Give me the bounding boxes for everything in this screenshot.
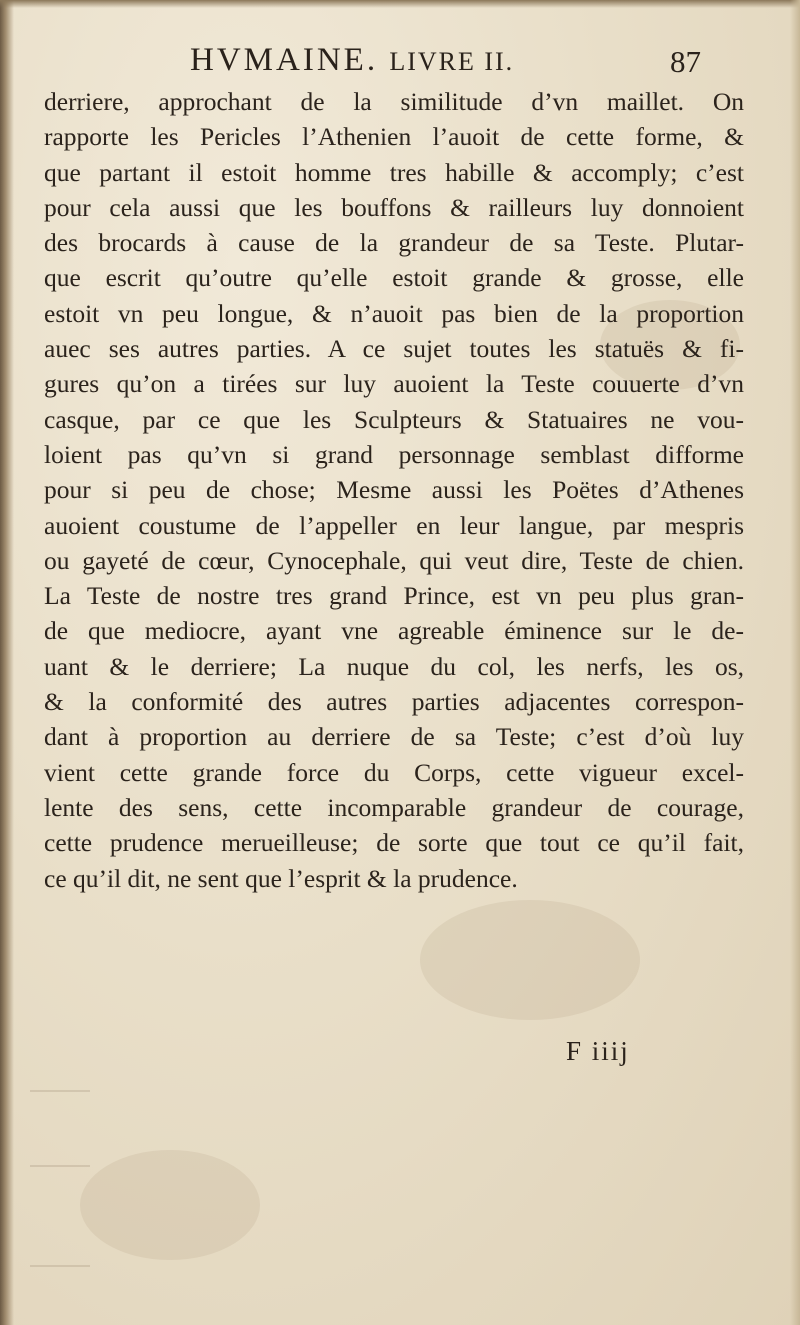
- page-number: 87: [670, 44, 701, 79]
- text-line: dant à proportion au derriere de sa Teste; c’est d’où luy: [44, 722, 744, 752]
- page-top-shadow: [0, 0, 800, 8]
- text-line: ou gayeté de cœur, Cynocephale, qui veut dire, Teste de chien.: [44, 545, 744, 575]
- running-head-book: LIVRE II.: [389, 47, 515, 76]
- body-text: [44, 84, 744, 896]
- text-line: & la conformité des autres parties adjacentes correspon-: [44, 687, 744, 717]
- text-line: derriere, approchant de la similitude d’vn maillet. On: [44, 87, 744, 116]
- text-line: auoient coustume de l’appeller en leur langue, par mespris: [44, 510, 744, 540]
- bleed-through-mark: [30, 1265, 90, 1267]
- bleed-through-mark: [30, 1165, 90, 1167]
- running-head-title: [190, 42, 514, 79]
- signature-mark: F iiij: [566, 1036, 630, 1066]
- text-line: cette prudence merueilleuse; de sorte que tout ce qu’il fait,: [44, 828, 744, 858]
- text-line: uant & le derriere; La nuque du col, les nerfs, les os,: [44, 651, 744, 681]
- running-head: [0, 42, 800, 82]
- text-line: casque, par ce que les Sculpteurs & Statuaires ne vou-: [44, 404, 744, 434]
- text-line: de que mediocre, ayant vne agreable éminence sur le de-: [44, 616, 744, 646]
- text-line: que escrit qu’outre qu’elle estoit grande & grosse, elle: [44, 263, 744, 293]
- bleed-through-mark: [30, 1090, 90, 1092]
- text-line: que partant il estoit homme tres habille & accomply; c’est: [44, 157, 744, 187]
- paper-stain: [80, 1150, 260, 1260]
- text-line: loient pas qu’vn si grand personnage semblast difforme: [44, 439, 744, 469]
- paper-stain: [420, 900, 640, 1020]
- text-line: gures qu’on a tirées sur luy auoient la Teste couuerte d’vn: [44, 369, 744, 399]
- text-line: vient cette grande force du Corps, cette vigueur excel-: [44, 757, 744, 787]
- page-right-edge: [790, 0, 800, 1325]
- text-line: estoit vn peu longue, & n’auoit pas bien de la proportion: [44, 298, 744, 328]
- text-line: ce qu’il dit, ne sent que l’esprit & la prudence.: [44, 863, 518, 893]
- page-gutter-shadow: [0, 0, 14, 1325]
- text-line: La Teste de nostre tres grand Prince, est vn peu plus gran-: [44, 581, 744, 611]
- text-line: lente des sens, cette incomparable grandeur de courage,: [44, 792, 744, 822]
- text-line: rapporte les Pericles l’Athenien l’auoit de cette forme, &: [44, 122, 744, 152]
- text-line: auec ses autres parties. A ce sujet toutes les statuës & fi-: [44, 334, 744, 364]
- text-line: des brocards à cause de la grandeur de sa Teste. Plutar-: [44, 228, 744, 258]
- running-head-word: HVMAINE.: [190, 42, 379, 78]
- text-line: pour si peu de chose; Mesme aussi les Poëtes d’Athenes: [44, 475, 744, 505]
- text-line: pour cela aussi que les bouffons & railleurs luy donnoient: [44, 192, 744, 222]
